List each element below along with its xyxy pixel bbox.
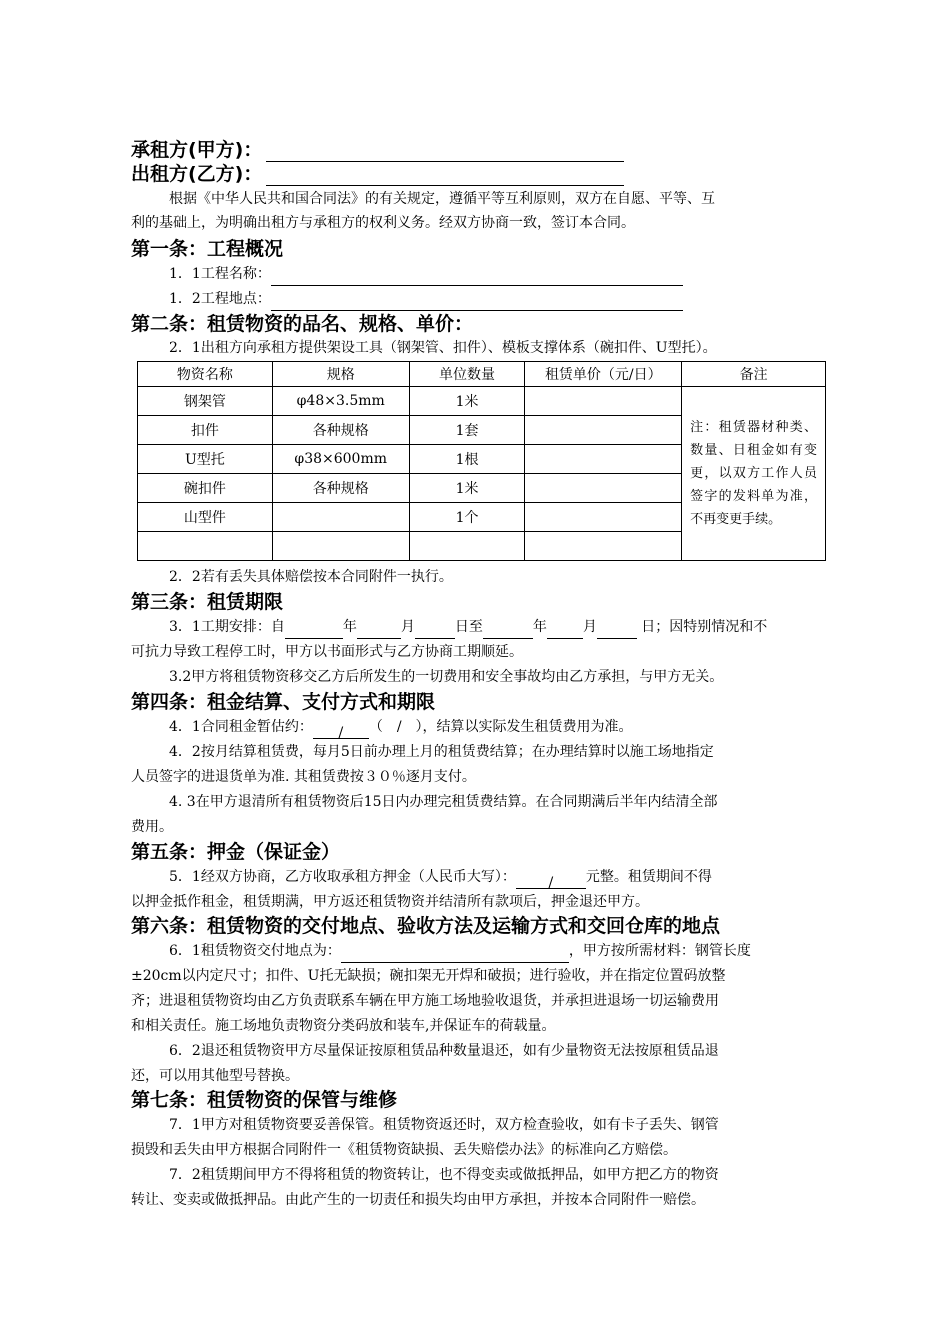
col-header-price: 租赁单价（元/日） xyxy=(525,362,682,387)
delivery-place-label: 6．1租赁物资交付地点为： xyxy=(169,943,341,959)
cell-spec: φ38×600mm xyxy=(272,445,409,474)
article-3-2: 3.2甲方将租赁物资移交乙方后所发生的一切费用和安全事故均由乙方承担，与甲方无关。 xyxy=(169,669,724,685)
cell-name[interactable] xyxy=(138,532,273,561)
col-header-note: 备注 xyxy=(682,362,826,387)
article-7-2-cont: 转让、变卖或做抵押品。由此产生的一切责任和损失均由甲方承担，并按本合同附件一赔偿。 xyxy=(131,1192,705,1208)
article-7-1: 7．1甲方对租赁物资要妥善保管。租赁物资返还时，双方检查验收，如有卡子丢失、钢管 xyxy=(169,1117,719,1133)
start-year-blank[interactable] xyxy=(285,621,343,639)
cell-spec xyxy=(272,503,409,532)
month-label: 月 xyxy=(582,619,597,635)
intro-line-2: 利的基础上，为明确出租方与承租方的权利义务。经双方协商一致，签订本合同。 xyxy=(131,215,635,231)
article-6-1-cont: 和相关责任。施工场地负责物资分类码放和装车,并保证车的荷载量。 xyxy=(131,1018,556,1034)
day-to-label: 日至 xyxy=(454,619,483,635)
cell-name: 山型件 xyxy=(138,503,273,532)
col-header-unit: 单位数量 xyxy=(409,362,525,387)
article-5-title: 第五条：押金（保证金） xyxy=(131,841,341,863)
lessee-blank[interactable] xyxy=(266,141,624,162)
end-month-blank[interactable] xyxy=(547,621,583,639)
period-tail: 日；因特别情况和不 xyxy=(641,619,768,635)
article-4-3: 4. 3在甲方退清所有租赁物资后15日内办理完租赁费结算。在合同期满后半年内结清全部 xyxy=(169,794,718,810)
cell-name: U型托 xyxy=(138,445,273,474)
article-7-2: 7．2租赁期间甲方不得将租赁的物资转让，也不得变卖或做抵押品，如甲方把乙方的物资 xyxy=(169,1167,719,1183)
cell-name: 碗扣件 xyxy=(138,474,273,503)
article-4-2: 4．2按月结算租赁费，每月5日前办理上月的租赁费结算；在办理结算时以施工场地指定 xyxy=(169,744,714,760)
cell-unit[interactable] xyxy=(409,532,525,561)
deposit-label: 5．1经双方协商，乙方收取承租方押金（人民币大写）： xyxy=(169,869,516,885)
article-2-title: 第二条：租赁物资的品名、规格、单价： xyxy=(131,313,474,335)
article-3-1 xyxy=(131,615,869,639)
article-4-title: 第四条：租金结算、支付方式和期限 xyxy=(131,691,436,713)
lessor-label: 出租方(乙方)： xyxy=(131,163,263,185)
article-4-1 xyxy=(131,715,869,739)
col-header-name: 物资名称 xyxy=(138,362,273,387)
rent-estimate-blank[interactable]: / xyxy=(313,721,369,739)
cell-price[interactable] xyxy=(525,474,682,503)
year-label: 年 xyxy=(532,619,547,635)
article-7-title: 第七条：租赁物资的保管与维修 xyxy=(131,1089,398,1111)
period-from-label: 3．1工期安排：自 xyxy=(169,619,285,635)
cell-price[interactable] xyxy=(525,416,682,445)
month-label: 月 xyxy=(400,619,415,635)
project-site-line xyxy=(131,287,869,311)
cell-name: 扣件 xyxy=(138,416,273,445)
table-header-row xyxy=(138,362,826,387)
goods-table xyxy=(137,361,826,561)
cell-unit: 1套 xyxy=(409,416,525,445)
article-7-1-cont: 损毁和丢失由甲方根据合同附件一《租赁物资缺损、丢失赔偿办法》的标准向乙方赔偿。 xyxy=(131,1142,677,1158)
lessor-line xyxy=(131,162,624,186)
article-4-3-cont: 费用。 xyxy=(131,819,173,835)
deposit-tail: 元整。租赁期间不得 xyxy=(585,869,712,885)
article-5-1 xyxy=(131,865,869,889)
article-6-2: 6．2退还租赁物资甲方尽量保证按原租赁品种数量退还，如有少量物资无法按原租赁品退 xyxy=(169,1043,719,1059)
cell-spec: 各种规格 xyxy=(272,416,409,445)
lessee-line xyxy=(131,138,624,162)
rent-estimate-paren: （ / ） xyxy=(368,719,423,735)
cell-unit: 1个 xyxy=(409,503,525,532)
end-year-blank[interactable] xyxy=(483,621,533,639)
article-1-title: 第一条：工程概况 xyxy=(131,238,284,260)
start-day-blank[interactable] xyxy=(415,621,455,639)
rent-estimate-tail: ，结算以实际发生租赁费用为准。 xyxy=(422,719,633,735)
table-row xyxy=(138,387,826,416)
cell-unit: 1米 xyxy=(409,474,525,503)
year-label: 年 xyxy=(342,619,357,635)
project-site-label: 1．2工程地点： xyxy=(169,291,271,307)
article-6-1-cont: ±20cm以内定尺寸；扣件、U托无缺损；碗扣架无开焊和破损；进行验收，并在指定位置码放整 xyxy=(131,968,726,984)
cell-spec: 各种规格 xyxy=(272,474,409,503)
article-6-1 xyxy=(131,939,869,963)
delivery-place-blank[interactable] xyxy=(341,945,569,963)
col-header-spec: 规格 xyxy=(272,362,409,387)
cell-spec: φ48×3.5mm xyxy=(272,387,409,416)
article-6-2-cont: 还，可以用其他型号替换。 xyxy=(131,1068,299,1084)
project-name-label: 1．1工程名称： xyxy=(169,266,271,282)
start-month-blank[interactable] xyxy=(357,621,401,639)
rent-estimate-label: 4．1合同租金暂估约： xyxy=(169,719,313,735)
article-5-1-cont: 以押金抵作租金，租赁期满，甲方返还租赁物资并结清所有款项后，押金退还甲方。 xyxy=(131,894,649,910)
cell-unit: 1根 xyxy=(409,445,525,474)
article-6-1-cont: 齐；进退租赁物资均由乙方负责联系车辆在甲方施工场地验收退货，并承担进退场一切运输费用 xyxy=(131,993,719,1009)
article-3-1-cont: 可抗力导致工程停工时，甲方以书面形式与乙方协商工期顺延。 xyxy=(131,644,523,660)
delivery-place-tail: ，甲方按所需材料：钢管长度 xyxy=(568,943,751,959)
cell-unit: 1米 xyxy=(409,387,525,416)
end-day-blank[interactable] xyxy=(597,621,637,639)
cell-price[interactable] xyxy=(525,445,682,474)
project-site-blank[interactable] xyxy=(271,293,683,311)
article-6-title: 第六条：租赁物资的交付地点、验收方法及运输方式和交回仓库的地点 xyxy=(131,915,721,937)
deposit-blank[interactable]: / xyxy=(516,871,586,889)
lessor-blank[interactable] xyxy=(266,165,624,186)
cell-price[interactable] xyxy=(525,503,682,532)
article-3-title: 第三条：租赁期限 xyxy=(131,591,284,613)
article-2-1: 2．1出租方向承租方提供架设工具（钢架管、扣件）、模板支撑体系（碗扣件、U型托）。 xyxy=(169,340,717,356)
cell-price[interactable] xyxy=(525,532,682,561)
cell-spec[interactable] xyxy=(272,532,409,561)
cell-price[interactable] xyxy=(525,387,682,416)
article-4-2-cont: 人员签字的进退货单为准. 其租赁费按３０％逐月支付。 xyxy=(131,769,476,785)
cell-name: 钢架管 xyxy=(138,387,273,416)
project-name-line xyxy=(131,262,869,286)
article-2-2: 2．2若有丢失具体赔偿按本合同附件一执行。 xyxy=(169,569,453,585)
lessee-label: 承租方(甲方)： xyxy=(131,139,263,161)
intro-line-1: 根据《中华人民共和国合同法》的有关规定，遵循平等互利原则，双方在自愿、平等、互 xyxy=(169,191,715,207)
note-cell: 注：租赁器材种类、数量、日租金如有变更，以双方工作人员签字的发料单为准，不再变更手续。 xyxy=(682,387,826,561)
project-name-blank[interactable] xyxy=(271,268,683,286)
